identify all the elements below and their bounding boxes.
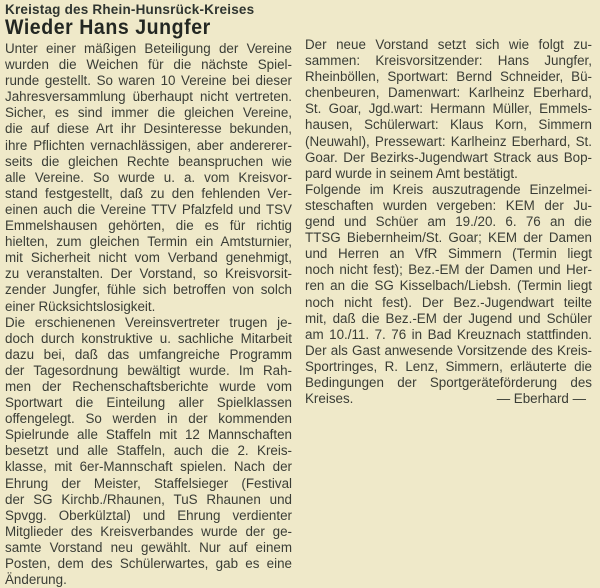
- text-line: ihre Pflichten vernachlässigen, aber andererer-: [5, 137, 292, 153]
- text-line: doch durch konstruktive u. sachliche Mitarbeit: [5, 330, 292, 346]
- text-line: Spielrunde alle Staffeln mit 12 Mannschaften: [5, 427, 292, 443]
- text-line: pard wurde in seinem Amt bestätigt.: [305, 165, 518, 181]
- article-kicker: Kreistag des Rhein-Hunsrück-Kreises: [5, 2, 255, 17]
- text-line: die auf diese Art ihr Desinteresse bekunden,: [5, 121, 292, 137]
- text-line: Goar. Der Bezirks-Jugendwart Strack aus Bop-: [305, 149, 592, 165]
- text-line: der SG Kirchb./Rhaunen, TuS Rhaunen und: [5, 491, 292, 507]
- article-column-right: [305, 37, 592, 407]
- text-line: Posten, dem des Schülerwartes, gab es eine: [5, 556, 292, 571]
- text-line: Rheinböllen, Sportwart: Bernd Schneider, Bü-: [305, 69, 592, 85]
- text-line: wurden die Weichen für die nächste Spiel-: [5, 57, 292, 73]
- text-line: Mitglieder des Kreisverbandes wurde der ge-: [5, 523, 292, 539]
- text-line: Sportwart die Einteilung aller Spielklassen: [5, 395, 292, 411]
- text-line: steschaften wurden vergeben: KEM der Ju-: [305, 197, 592, 213]
- text-line: Die erschienenen Vereinsvertreter trugen je-: [5, 314, 292, 330]
- text-line: der Tagesordnung bewältigt wurde. Im Rah-: [5, 362, 292, 378]
- text-line: ren an die SG Kisselbach/Liebsh. (Termin liegt: [305, 278, 592, 294]
- text-line: noch nicht fest). Der Bez.-Jugendwart teilte: [305, 294, 592, 310]
- text-line: gend und Schüer am 19./20. 6. 76 an die: [305, 214, 592, 230]
- text-line: und Herren an VfR Simmern (Termin liegt: [305, 246, 592, 262]
- text-line: men der Rechenschaftsberichte wurde vom: [5, 378, 292, 394]
- text-line: Unter einer mäßigen Beteiligung der Vereine: [5, 41, 292, 56]
- article-headline: Wieder Hans Jungfer: [5, 16, 211, 39]
- text-line: Bedingungen der Sportgeräteförderung des: [305, 374, 592, 390]
- text-line: dazu bei, daß das umfangreiche Programm: [5, 346, 292, 362]
- text-line: noch nicht fest); Bez.-EM der Damen und Her-: [305, 262, 592, 278]
- text-line: alle Vereine. So wurde u. a. vom Kreisvor-: [5, 169, 292, 185]
- article-column-left: [5, 41, 292, 588]
- text-line: klasse, mit 6er-Mannschaft spielen. Nach der: [5, 459, 292, 475]
- text-line: (Neuwahl), Pressewart: Karlheinz Eberhard, St.: [305, 133, 592, 149]
- text-line: einen auch die Vereine TTV Pfalzfeld und TSV: [5, 201, 292, 217]
- author-signature: — Eberhard —: [496, 391, 586, 407]
- text-line: mit, daß die Bez.-EM der Jugend und Schüler: [305, 310, 592, 326]
- text-line: am 10./11. 7. 76 in Bad Kreuznach stattfinden.: [305, 326, 592, 342]
- text-line: Folgende im Kreis auszutragende Einzelmei-: [305, 181, 592, 197]
- text-line: runde gestellt. So waren 10 Vereine bei dieser: [5, 73, 292, 89]
- text-line: Kreises.: [305, 391, 354, 407]
- text-line: mit Sicherheit nicht vom Verband genehmigt,: [5, 250, 292, 266]
- text-line: TTSG Biebernheim/St. Goar; KEM der Damen: [305, 230, 592, 246]
- text-line: Der neue Vorstand setzt sich wie folgt zu-: [305, 37, 592, 52]
- text-line: chenbeuren, Damenwart: Karlheinz Eberhard,: [305, 85, 592, 101]
- text-line: offengelegt. So werden in der kommenden: [5, 411, 292, 427]
- text-line: St. Goar, Jgd.wart: Hermann Müller, Emmels-: [305, 101, 592, 117]
- text-line: besetzt und alle Staffeln, auch die 2. Kreis-: [5, 443, 292, 459]
- text-line: seits die gleichen Rechte beanspruchen wie: [5, 153, 292, 169]
- text-line: hielten, zum gleichen Termin ein Amtsturnier,: [5, 234, 292, 250]
- text-line: hausen, Schülerwart: Klaus Korn, Simmern: [305, 117, 592, 133]
- text-line: Sicher, es sind immer die gleichen Vereine,: [5, 105, 292, 121]
- text-line: zender Jungfer, fühle sich betroffen von solch: [5, 282, 292, 298]
- text-line: zu veranstalten. Der Vorstand, so Kreisvorsit-: [5, 266, 292, 282]
- text-line: Ehrung der Meister, Staffelsieger (Festival: [5, 475, 292, 491]
- text-line: Spvgg. Oberkülztal) und Ehrung verdienter: [5, 507, 292, 523]
- text-line: Der als Gast anwesende Vorsitzende des Kreis-: [305, 342, 592, 358]
- text-line: samte Vorstand neu gewählt. Nur auf einem: [5, 539, 292, 555]
- text-line: sammen: Kreisvorsitzender: Hans Jungfer,: [305, 53, 592, 69]
- text-line: Änderung.: [5, 572, 67, 588]
- text-line: stand festgestellt, daß zu den fehlenden Ver-: [5, 185, 292, 201]
- text-line: Jahresversammlung überhaupt nicht vertreten.: [5, 89, 292, 105]
- text-line: Emmelshausen gehörten, die es für richtig: [5, 218, 292, 234]
- text-line: Sportringes, R. Lenz, Simmern, erläuterte die: [305, 358, 592, 374]
- text-line: einer Rücksichtslosigkeit.: [5, 298, 156, 314]
